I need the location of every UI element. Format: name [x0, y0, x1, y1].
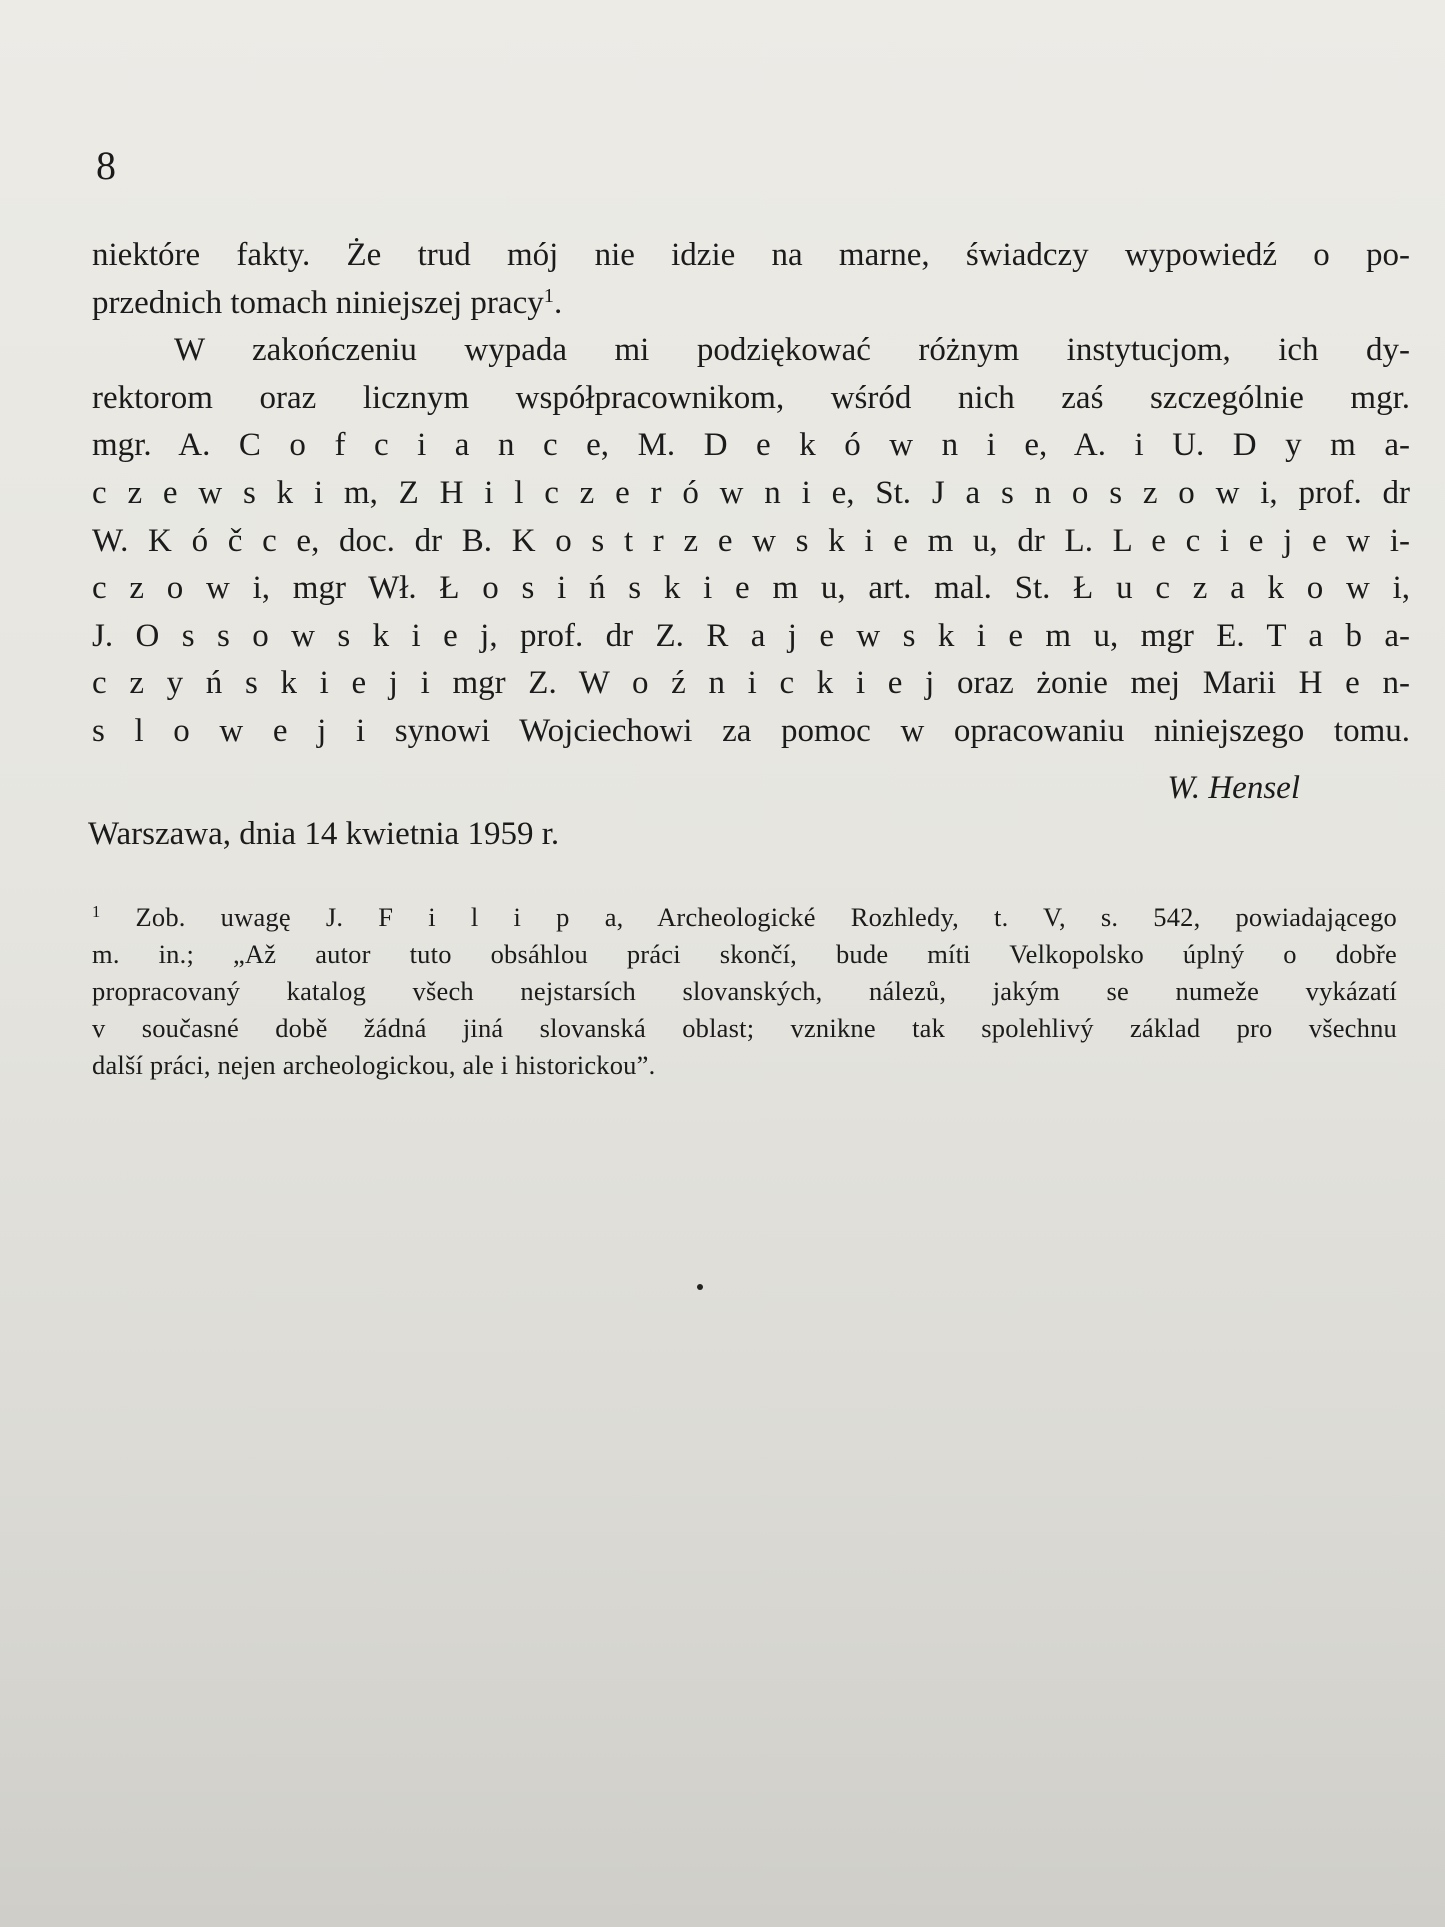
dateline: Warszawa, dnia 14 kwietnia 1959 r.	[88, 816, 560, 852]
body-line-with-footnote: przednich tomach niniejszej pracy$^1$.	[92, 284, 563, 321]
body-line: J. O s s o w s k i e j, prof. dr Z. R a j e w s k i e m u, mgr E. T a b a-	[92, 617, 1410, 654]
footnote-line	[92, 899, 1397, 936]
body-line-text: przednich tomach niniejszej pracy	[92, 284, 544, 321]
body-line: c z e w s k i m, Z H i l c z e r ó w n i e, St. J a s n o s z o w i, prof. dr	[92, 474, 1410, 511]
footnote-line: propracovaný katalog všech nejstarsích slovanských, nálezů, jakým se numeže vykázatí	[92, 976, 1397, 1006]
page-number: 8	[96, 143, 116, 188]
footnote	[92, 899, 1397, 1084]
body-line: s l o w e j i synowi Wojciechowi za pomoc w opracowaniu niniejszego tomu.	[92, 712, 1410, 749]
stray-dot	[697, 1284, 703, 1290]
footnote-line: m. in.; „Až autor tuto obsáhlou práci skončí, bude míti Velkopolsko úplný o dobře	[92, 939, 1397, 969]
body-line: rektorom oraz licznym współpracownikom, wśród nich zaś szczególnie mgr.	[92, 379, 1410, 416]
footnote-line-text: Zob. uwagę J. F i l i p a, Archeologické Rozhledy, t. V, s. 542, powiadającego	[135, 902, 1398, 932]
body-text	[92, 232, 1410, 756]
footnote-reference: 1	[543, 284, 554, 307]
footnote-line: v současné době žádná jiná slovanská oblast; vznikne tak spolehlivý základ pro všechnu	[92, 1013, 1397, 1043]
body-line: niektóre fakty. Że trud mój nie idzie na marne, świadczy wypowiedź o po-	[92, 237, 1410, 273]
author-signature: W. Hensel	[1167, 770, 1300, 806]
body-line: W zakończeniu wypada mi podziękować różnym instytucjom, ich dy-	[174, 332, 1410, 369]
body-line: mgr. A. C o f c i a n c e, M. D e k ó w n i e, A. i U. D y m a-	[92, 427, 1410, 464]
body-line: c z y ń s k i e j i mgr Z. W o ź n i c k i e j oraz żonie mej Marii H e n-	[92, 665, 1410, 702]
footnote-line: další práci, nejen archeologickou, ale i historickou”.	[92, 1050, 656, 1080]
footnote-mark: 1	[92, 901, 101, 921]
body-line: c z o w i, mgr Wł. Ł o s i ń s k i e m u, art. mal. St. Ł u c z a k o w i,	[92, 570, 1410, 607]
body-line: W. K ó č c e, doc. dr B. K o s t r z e w s k i e m u, dr L. L e c i e j e w i-	[92, 522, 1410, 559]
